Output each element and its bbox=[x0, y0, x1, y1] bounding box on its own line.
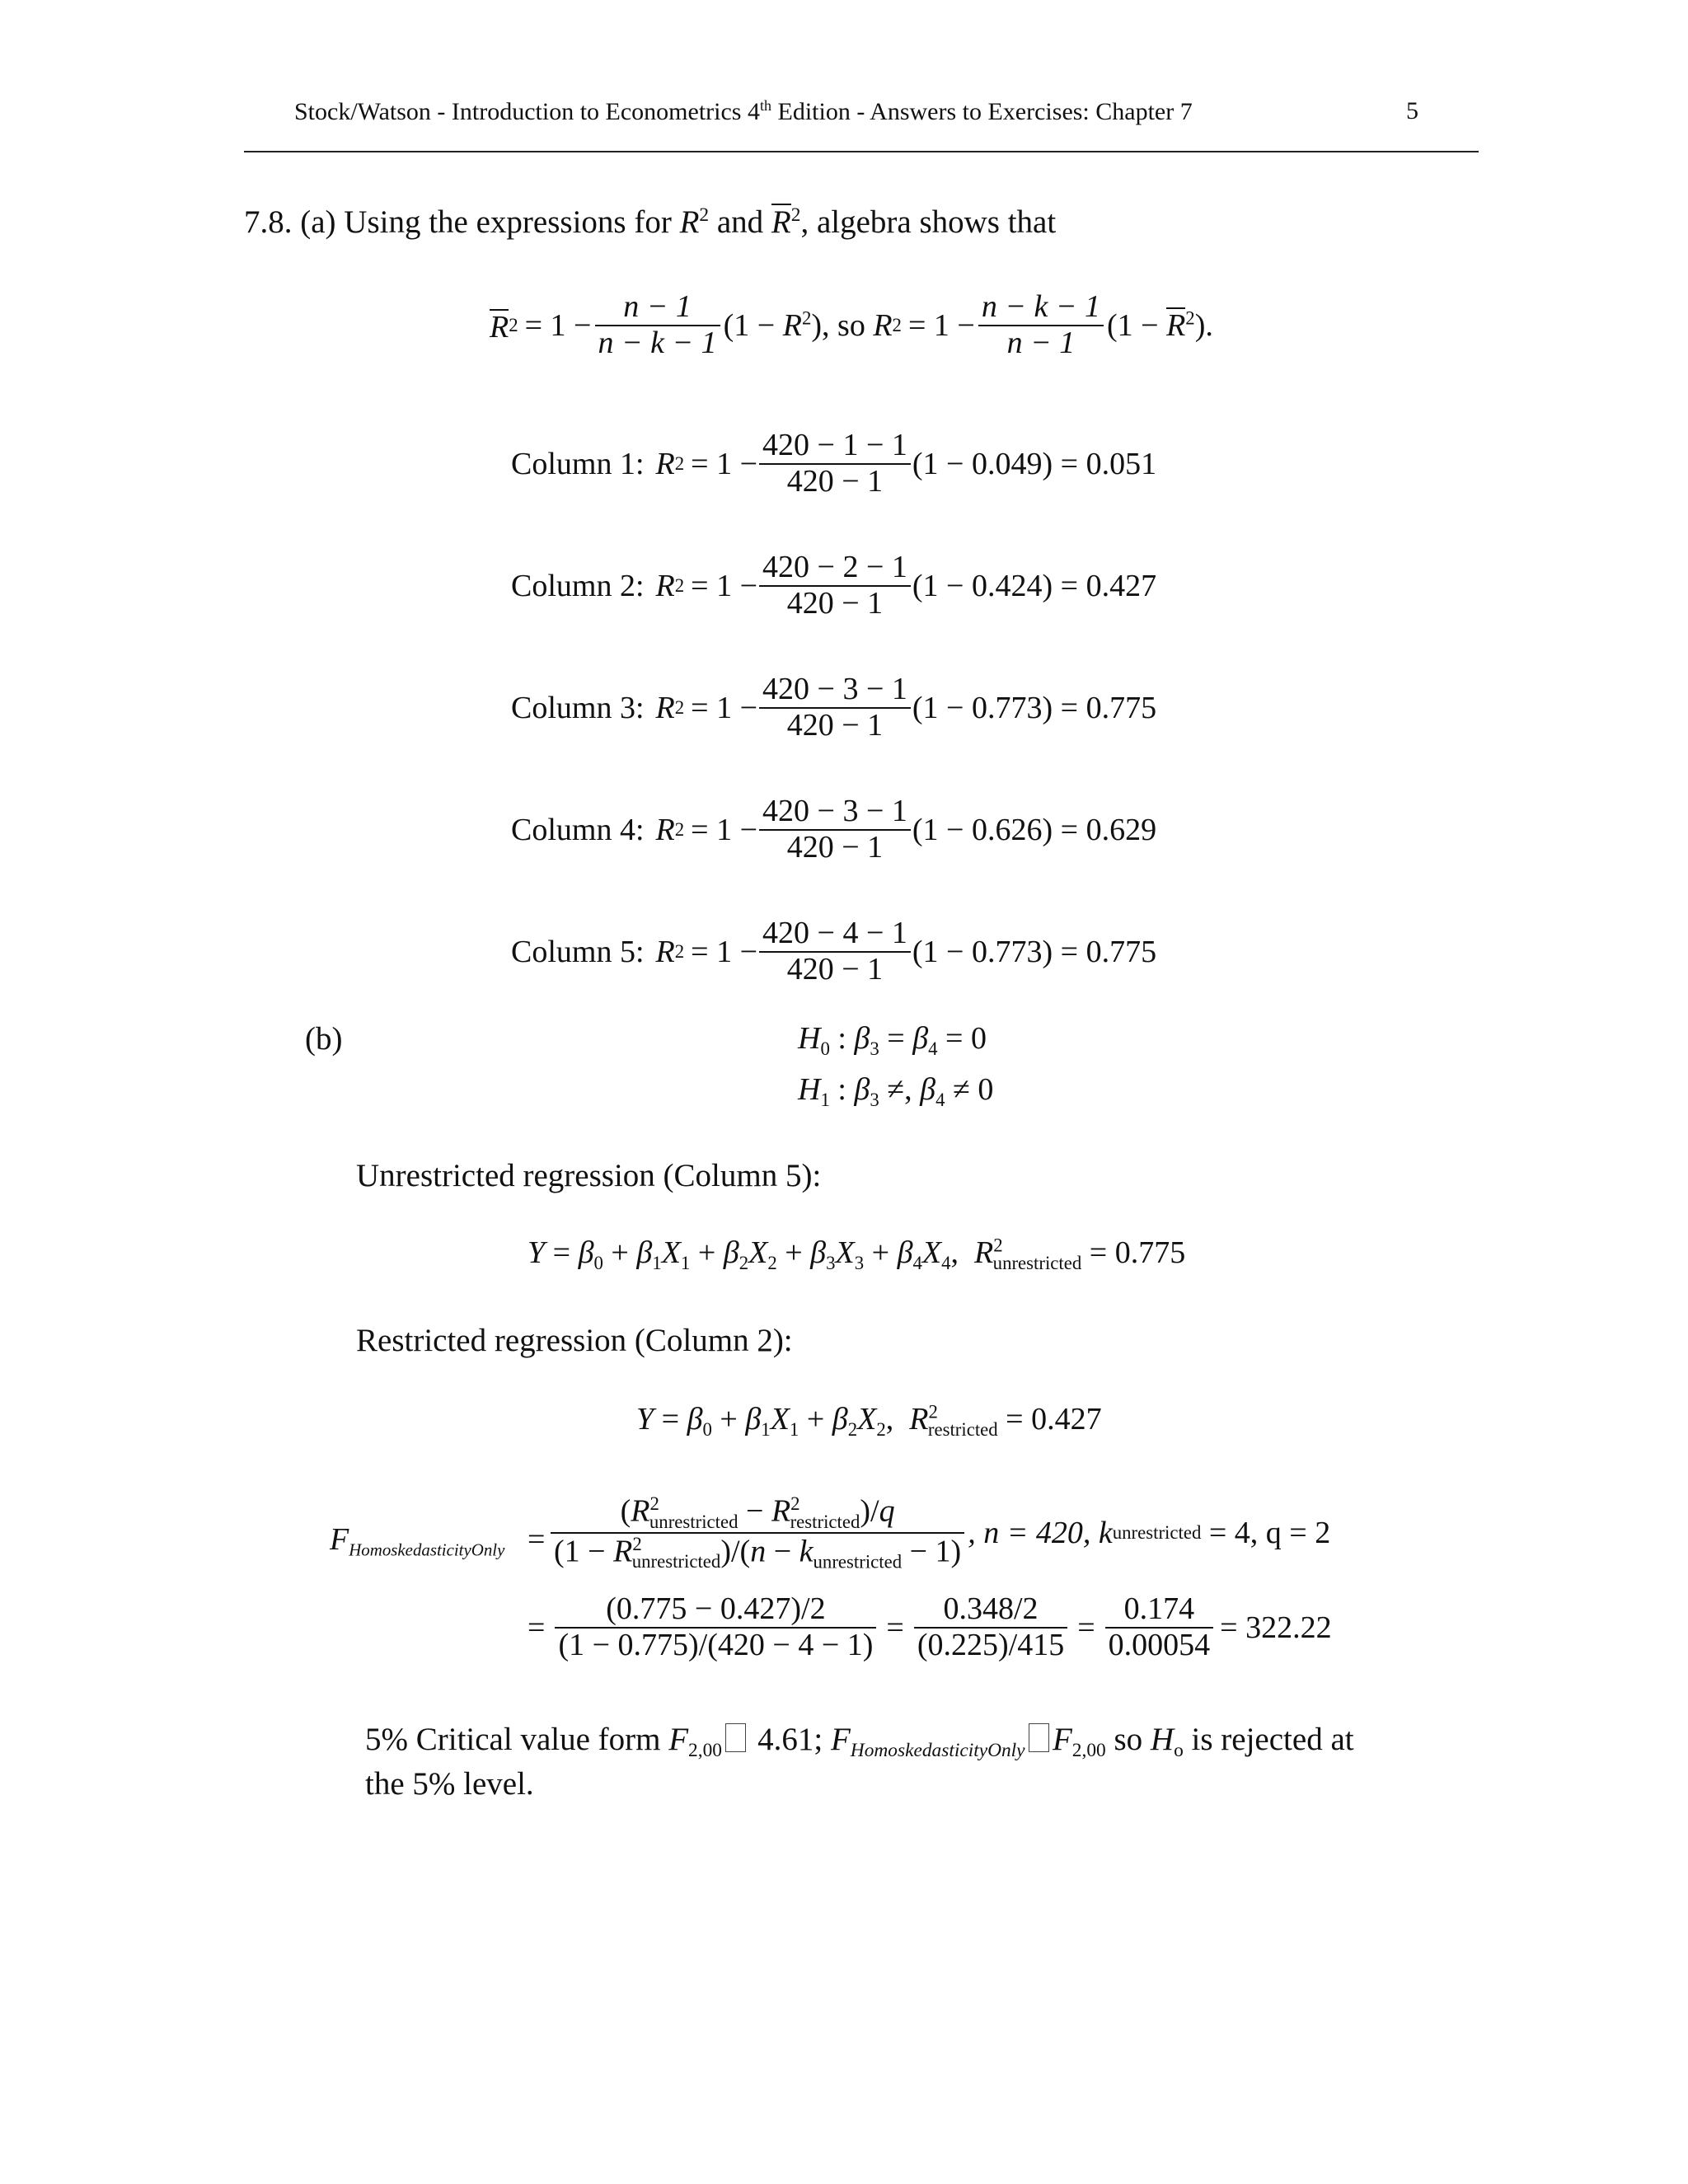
column-denominator: 420 − 1 bbox=[759, 585, 911, 621]
column-tail: (1 − 0.424) = 0.427 bbox=[912, 568, 1157, 603]
conclusion-line-1: 5% Critical value form $F_{2,00}$ 4.61; $F_{HomoskedasticityOnly}$ $F_{2,00}$ so $H_o$ is rejected at bbox=[365, 1722, 1354, 1762]
calc2-numerator: 0.348/2 bbox=[943, 1591, 1039, 1626]
unrestricted-r2-value: = 0.775 bbox=[1081, 1235, 1186, 1270]
unrestricted-heading: Unrestricted regression (Column 5): bbox=[356, 1158, 822, 1193]
f-calculation: = $\frac{(0.775 - 0.427)/2}{(1 - 0.775)/(420 - 4 - 1)}$ = $\frac{0.348/2}{(0.225)/415}$ = $\frac{0.174}{0.00054}$ = 322.22 bbox=[528, 1591, 1332, 1662]
column-tail: (1 − 0.049) = 0.051 bbox=[912, 446, 1157, 481]
column-formula-row: Column 5: R 2 = 1 − $\frac{420 - 4 - 1}{420 - 1}$ (1 − 0.773) = 0.775 bbox=[511, 916, 1157, 987]
missing-glyph-box bbox=[1029, 1723, 1049, 1752]
page-number: 5 bbox=[1406, 97, 1418, 124]
page-header-title bbox=[294, 97, 1193, 126]
column-tail: (1 − 0.626) = 0.629 bbox=[912, 812, 1157, 847]
f-params: , n = 420, k bbox=[968, 1515, 1113, 1550]
column-denominator: 420 − 1 bbox=[759, 829, 911, 865]
conclusion-part-3: so bbox=[1105, 1722, 1151, 1757]
f-result: = 322.22 bbox=[1220, 1610, 1332, 1645]
calc3-numerator: 0.174 bbox=[1123, 1591, 1195, 1626]
conclusion-f2-sub: HomoskedasticityOnly bbox=[850, 1740, 1025, 1762]
f-params-tail: = 4, q = 2 bbox=[1201, 1515, 1331, 1550]
column-numerator: 420 − 4 − 1 bbox=[762, 916, 907, 950]
header-title-sup: th bbox=[759, 97, 771, 114]
column-numerator: 420 − 2 − 1 bbox=[762, 550, 907, 584]
header-title-prefix: Stock/Watson - Introduction to Econometrics 4 bbox=[294, 97, 760, 125]
conclusion-part-2: 4.61; bbox=[749, 1722, 831, 1757]
column-label: Column 2: bbox=[511, 568, 645, 603]
column-numerator: 420 − 1 − 1 bbox=[762, 428, 907, 462]
rbar-formula: R 2 = 1 − $\frac{n - 1}{n - k - 1}$ $(1 - R^2)$ , so R 2 = 1 − $\frac{n - k - 1}{n - 1}$ $(1 - R^2)$. bbox=[490, 289, 1213, 360]
so-word: , so bbox=[822, 307, 874, 343]
f-formula: $\frac{(R^2_{unrestricted} - R^2_{restricted})/q}{(1 - R^2_{unrestricted})/(n - k_{unrestricted} - 1)}$ , n = 420, k unrestricted = 4, q = 2 bbox=[551, 1493, 1330, 1572]
column-label: Column 5: bbox=[511, 934, 645, 969]
column-numerator: 420 − 3 − 1 bbox=[762, 672, 907, 706]
intro-prefix: 7.8. (a) Using the expressions for bbox=[244, 204, 680, 240]
column-denominator: 420 − 1 bbox=[759, 463, 911, 499]
conclusion-line-2: the 5% level. bbox=[365, 1766, 534, 1802]
header-title-suffix: Edition - Answers to Exercises: Chapter 7 bbox=[771, 97, 1193, 125]
restricted-equation: $Y = \beta_0 + \beta_1X_1 + \beta_2X_2$, $R^2_{restricted} = 0.427$ bbox=[636, 1401, 1102, 1440]
h0-tail: = 0 bbox=[937, 1021, 987, 1056]
column-label: Column 3: bbox=[511, 690, 645, 725]
equals-sign-1: = bbox=[528, 1522, 546, 1557]
calc1-numerator: (0.775 − 0.427)/2 bbox=[606, 1591, 826, 1626]
conclusion-f3-sub: 2,00 bbox=[1071, 1740, 1106, 1762]
column-formula-row: Column 3: R 2 = 1 − $\frac{420 - 3 - 1}{420 - 1}$ (1 − 0.773) = 0.775 bbox=[511, 672, 1157, 743]
intro-and: and bbox=[709, 204, 771, 240]
column-label: Column 4: bbox=[511, 812, 645, 847]
column-tail: (1 − 0.773) = 0.775 bbox=[912, 690, 1157, 725]
calc2-denominator: (0.225)/415 bbox=[914, 1627, 1067, 1663]
column-denominator: 420 − 1 bbox=[759, 951, 911, 987]
column-tail: (1 − 0.773) = 0.775 bbox=[912, 934, 1157, 969]
conclusion-h-sub: o bbox=[1174, 1740, 1184, 1762]
restricted-r2-value: = 0.427 bbox=[997, 1402, 1102, 1436]
conclusion-part-1: 5% Critical value form bbox=[365, 1722, 669, 1757]
header-rule bbox=[244, 151, 1479, 152]
conclusion-part-4: is rejected at bbox=[1183, 1722, 1354, 1757]
f-params-k-sub: unrestricted bbox=[1112, 1521, 1202, 1543]
column-formula-row: Column 2: R 2 = 1 − $\frac{420 - 2 - 1}{420 - 1}$ (1 − 0.424) = 0.427 bbox=[511, 550, 1157, 621]
calc3-denominator: 0.00054 bbox=[1105, 1627, 1214, 1663]
part-b-label: (b) bbox=[305, 1021, 343, 1057]
null-hypothesis: $H_0$ : $\beta_3 = \beta_4 = 0$ bbox=[798, 1021, 987, 1059]
f-subscript: HomoskedasticityOnly bbox=[349, 1540, 505, 1560]
conclusion-f1-sub: 2,00 bbox=[688, 1740, 722, 1762]
intro-suffix: , algebra shows that bbox=[800, 204, 1057, 240]
column-formula-row: Column 1: R 2 = 1 − $\frac{420 - 1 - 1}{420 - 1}$ (1 − 0.049) = 0.051 bbox=[511, 428, 1157, 499]
unrestricted-equation: $Y = \beta_0 + \beta_1X_1 + \beta_2X_2 + \beta_3X_3 + \beta_4X_4$, $R^2_{unrestricted} = 0.775$ bbox=[528, 1235, 1186, 1273]
problem-intro: 7.8. (a) Using the expressions for $R^2$ and $R^2$, algebra shows that bbox=[244, 204, 1057, 240]
column-denominator: 420 − 1 bbox=[759, 707, 911, 743]
column-formula-row: Column 4: R 2 = 1 − $\frac{420 - 3 - 1}{420 - 1}$ (1 − 0.626) = 0.629 bbox=[511, 794, 1157, 865]
restricted-heading: Restricted regression (Column 2): bbox=[356, 1323, 793, 1358]
alternative-hypothesis: $H_1$ : $\beta_3$ ≠, $\beta_4 \ne 0$ bbox=[798, 1072, 994, 1110]
missing-glyph-box bbox=[725, 1723, 746, 1752]
calc1-denominator: (1 − 0.775)/(420 − 4 − 1) bbox=[555, 1627, 876, 1663]
f-statistic-symbol: $F_{HomoskedasticityOnly}$ bbox=[330, 1522, 505, 1560]
column-label: Column 1: bbox=[511, 446, 645, 481]
column-numerator: 420 − 3 − 1 bbox=[762, 794, 907, 828]
h1-tail: ≠ 0 bbox=[945, 1072, 994, 1107]
